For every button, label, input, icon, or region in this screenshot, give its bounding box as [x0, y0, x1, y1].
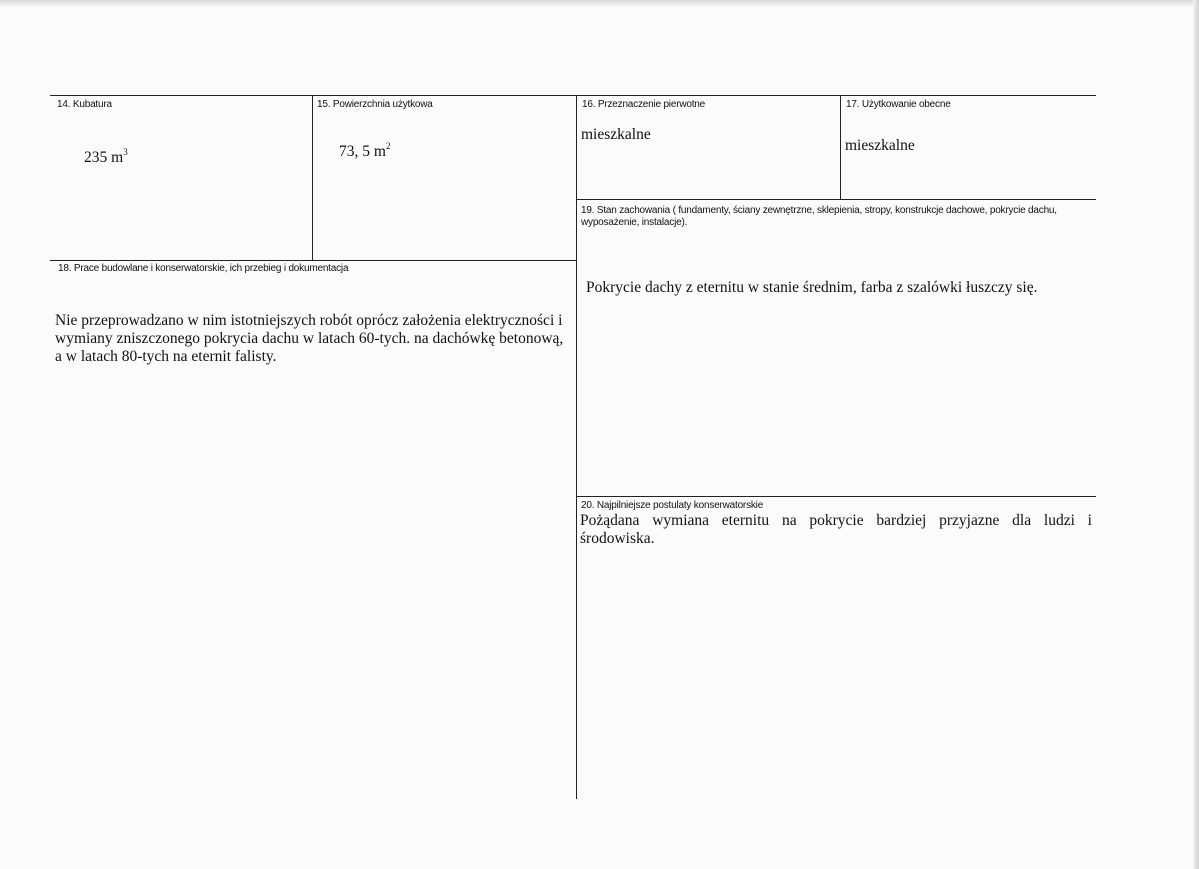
- divider-14-15: [312, 95, 313, 261]
- field-18-text: [55, 312, 575, 366]
- field-14-value: [84, 149, 128, 167]
- field-15-unit-sup: 2: [385, 141, 391, 151]
- field-19-label-line2: wyposażenie, instalacje).: [581, 217, 688, 228]
- field-18-line: Nie przeprowadzano w nim istotniejszych robót oprócz założenia elektryczności i: [55, 312, 563, 329]
- field-19-value: Pokrycie dachy z eternitu w stanie średnim, farba z szalówki łuszczy się.: [586, 279, 1038, 296]
- field-20-label: 20. Najpilniejsze postulaty konserwatorskie: [581, 500, 764, 511]
- field-17-label: 17. Użytkowanie obecne: [846, 99, 951, 110]
- field-15-number: 73, 5 m: [339, 143, 386, 160]
- field-14-number: 235 m: [84, 149, 124, 166]
- table-top-border: [50, 95, 1096, 96]
- field-15-value: [339, 143, 390, 161]
- row-divider-20: [576, 496, 1096, 497]
- field-18-line: wymiany zniszczonego pokrycia dachu w latach 60-tych. na dachówkę betonową,: [55, 330, 564, 347]
- divider-16-17: [840, 95, 841, 199]
- center-divider: [576, 95, 577, 799]
- field-14-label: 14. Kubatura: [57, 99, 112, 110]
- field-19-label-line1: 19. Stan zachowania ( fundamenty, ściany zewnętrzne, sklepienia, stropy, konstrukcje dachowe, pokrycie dachu,: [581, 205, 1057, 216]
- field-20-line: środowiska.: [580, 530, 655, 547]
- field-16-label: 16. Przeznaczenie pierwotne: [582, 99, 706, 110]
- field-20-text: [580, 512, 1092, 548]
- field-17-value: mieszkalne: [845, 137, 915, 154]
- field-18-label: 18. Prace budowlane i konserwatorskie, ich przebieg i dokumentacja: [58, 263, 349, 274]
- field-18-line: a w latach 80-tych na eternit falisty.: [55, 348, 277, 365]
- row-divider-19: [576, 199, 1096, 200]
- scan-edge-top: [0, 0, 1199, 6]
- field-15-label: 15. Powierzchnia użytkowa: [317, 99, 433, 110]
- field-20-line: Pożądana wymiana eternitu na pokrycie bardziej przyjazne dla ludzi i: [580, 512, 1092, 529]
- scan-edge-right: [1193, 0, 1199, 869]
- field-16-value: mieszkalne: [581, 126, 651, 143]
- field-14-unit-sup: 3: [123, 147, 128, 157]
- row-divider-18: [50, 260, 576, 261]
